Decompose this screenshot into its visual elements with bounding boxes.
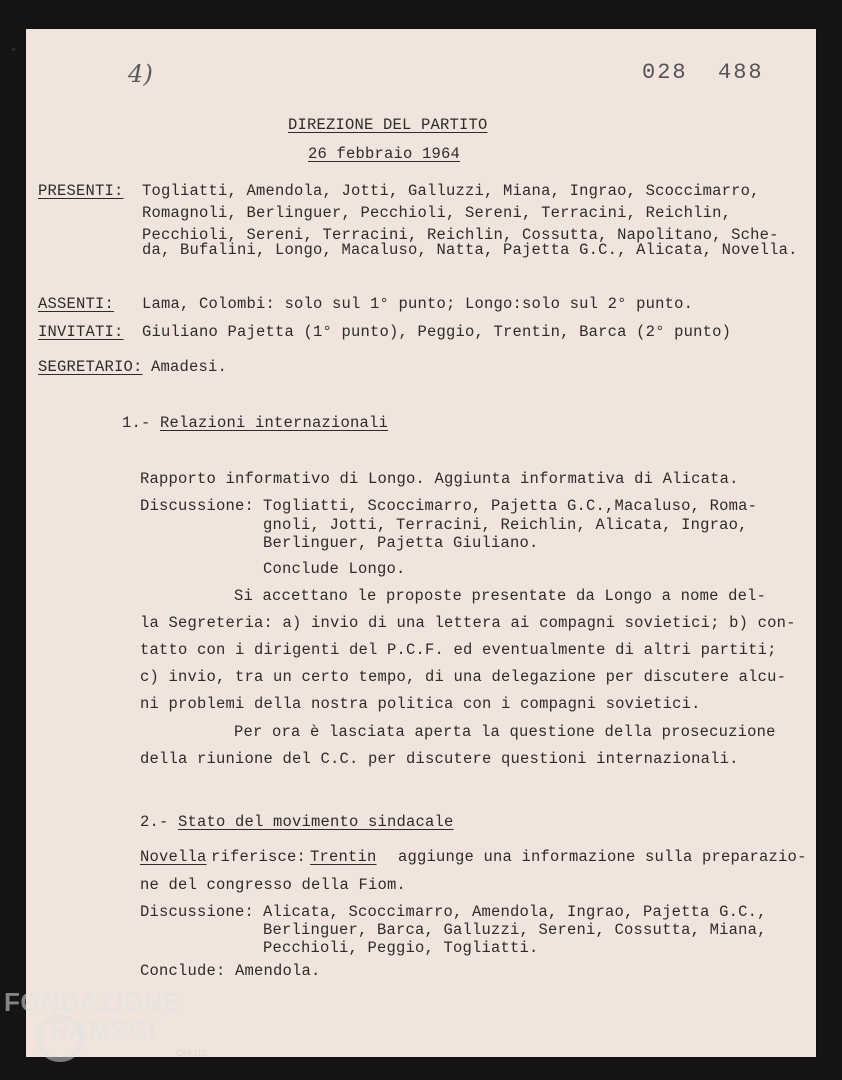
section1-paragraph-line: c) invio, tra un certo tempo, di una delegazione per discutere alcu- (140, 668, 787, 686)
section2-conclusion: Conclude: Amendola. (140, 962, 321, 980)
section1-paragraph-line: della riunione del C.C. per discutere questioni internazionali. (140, 750, 739, 768)
watermark-line: FONDAZIONE (4, 987, 181, 1017)
section1-heading: Relazioni internazionali (160, 414, 389, 432)
section1-paragraph-line: Si accettano le proposte presentate da Longo a nome del- (234, 587, 767, 605)
section1-discussion-line: gnoli, Jotti, Terracini, Reichlin, Alicata, Ingrao, (263, 516, 748, 534)
watermark-small: ONLUS (176, 1048, 208, 1058)
section2-heading: Stato del movimento sindacale (178, 813, 454, 831)
section2-number: 2.- (140, 813, 169, 831)
assenti-text: Lama, Colombi: solo sul 1° punto; Longo:solo sul 2° punto. (142, 295, 694, 313)
section2-discussion-line: Berlinguer, Barca, Galluzzi, Sereni, Cossutta, Miana, (263, 921, 767, 939)
section1-conclusion: Conclude Longo. (263, 560, 406, 578)
section2-report-text: ne del congresso della Fiom. (140, 876, 407, 894)
section1-paragraph-line: tatto con i dirigenti del P.C.F. ed eventualmente di altri partiti; (140, 641, 777, 659)
watermark (4, 988, 181, 1044)
segretario-text: Amadesi. (151, 358, 228, 376)
section1-number: 1.- (122, 414, 151, 432)
presenti-line: Togliatti, Amendola, Jotti, Galluzzi, Miana, Ingrao, Scoccimarro, (142, 182, 760, 200)
section1-paragraph-line: la Segreteria: a) invio di una lettera ai compagni sovietici; b) con- (140, 614, 796, 632)
section2-report-text: aggiunge una informazione sulla preparazio- (398, 848, 807, 866)
assenti-label: ASSENTI: (38, 295, 115, 313)
section1-paragraph-line: ni problemi della nostra politica con i compagni sovietici. (140, 695, 701, 713)
watermark-line: RAMSCI (50, 1015, 156, 1045)
section1-report: Rapporto informativo di Longo. Aggiunta informativa di Alicata. (140, 470, 739, 488)
section2-reporter-verb: riferisce: (211, 848, 307, 866)
invitati-text: Giuliano Pajetta (1° punto), Peggio, Trentin, Barca (2° punto) (142, 323, 732, 341)
section2-reporter-1: Novella (140, 848, 207, 866)
section2-discussion-line: Alicata, Scoccimarro, Amendola, Ingrao, Pajetta G.C., (263, 903, 767, 921)
segretario-label: SEGRETARIO: (38, 358, 143, 376)
presenti-line: Pecchioli, Sereni, Terracini, Reichlin, Cossutta, Napolitano, Sche- (142, 226, 779, 244)
document-title: DIREZIONE DEL PARTITO (288, 116, 488, 134)
document-date: 26 febbraio 1964 (308, 145, 461, 163)
section2-discussion-label: Discussione: (140, 903, 255, 921)
handwritten-note: 4) (128, 60, 154, 88)
section2-reporter-2: Trentin (310, 848, 377, 866)
section2-discussion-line: Pecchioli, Peggio, Togliatti. (263, 939, 539, 957)
presenti-line: da, Bufalini, Longo, Macaluso, Natta, Pajetta G.C., Alicata, Novella. (142, 241, 798, 259)
invitati-label: INVITATI: (38, 323, 124, 341)
section1-discussion-label: Discussione: (140, 497, 255, 515)
section1-discussion-line: Togliatti, Scoccimarro, Pajetta G.C.,Macaluso, Roma- (263, 497, 758, 515)
presenti-line: Romagnoli, Berlinguer, Pecchioli, Sereni, Terracini, Reichlin, (142, 204, 732, 222)
section1-paragraph-line: Per ora è lasciata aperta la questione della prosecuzione (234, 723, 776, 741)
section1-discussion-line: Berlinguer, Pajetta Giuliano. (263, 534, 539, 552)
archive-number: 028 488 (642, 60, 764, 85)
presenti-label: PRESENTI: (38, 182, 124, 200)
margin-mark (12, 48, 15, 51)
